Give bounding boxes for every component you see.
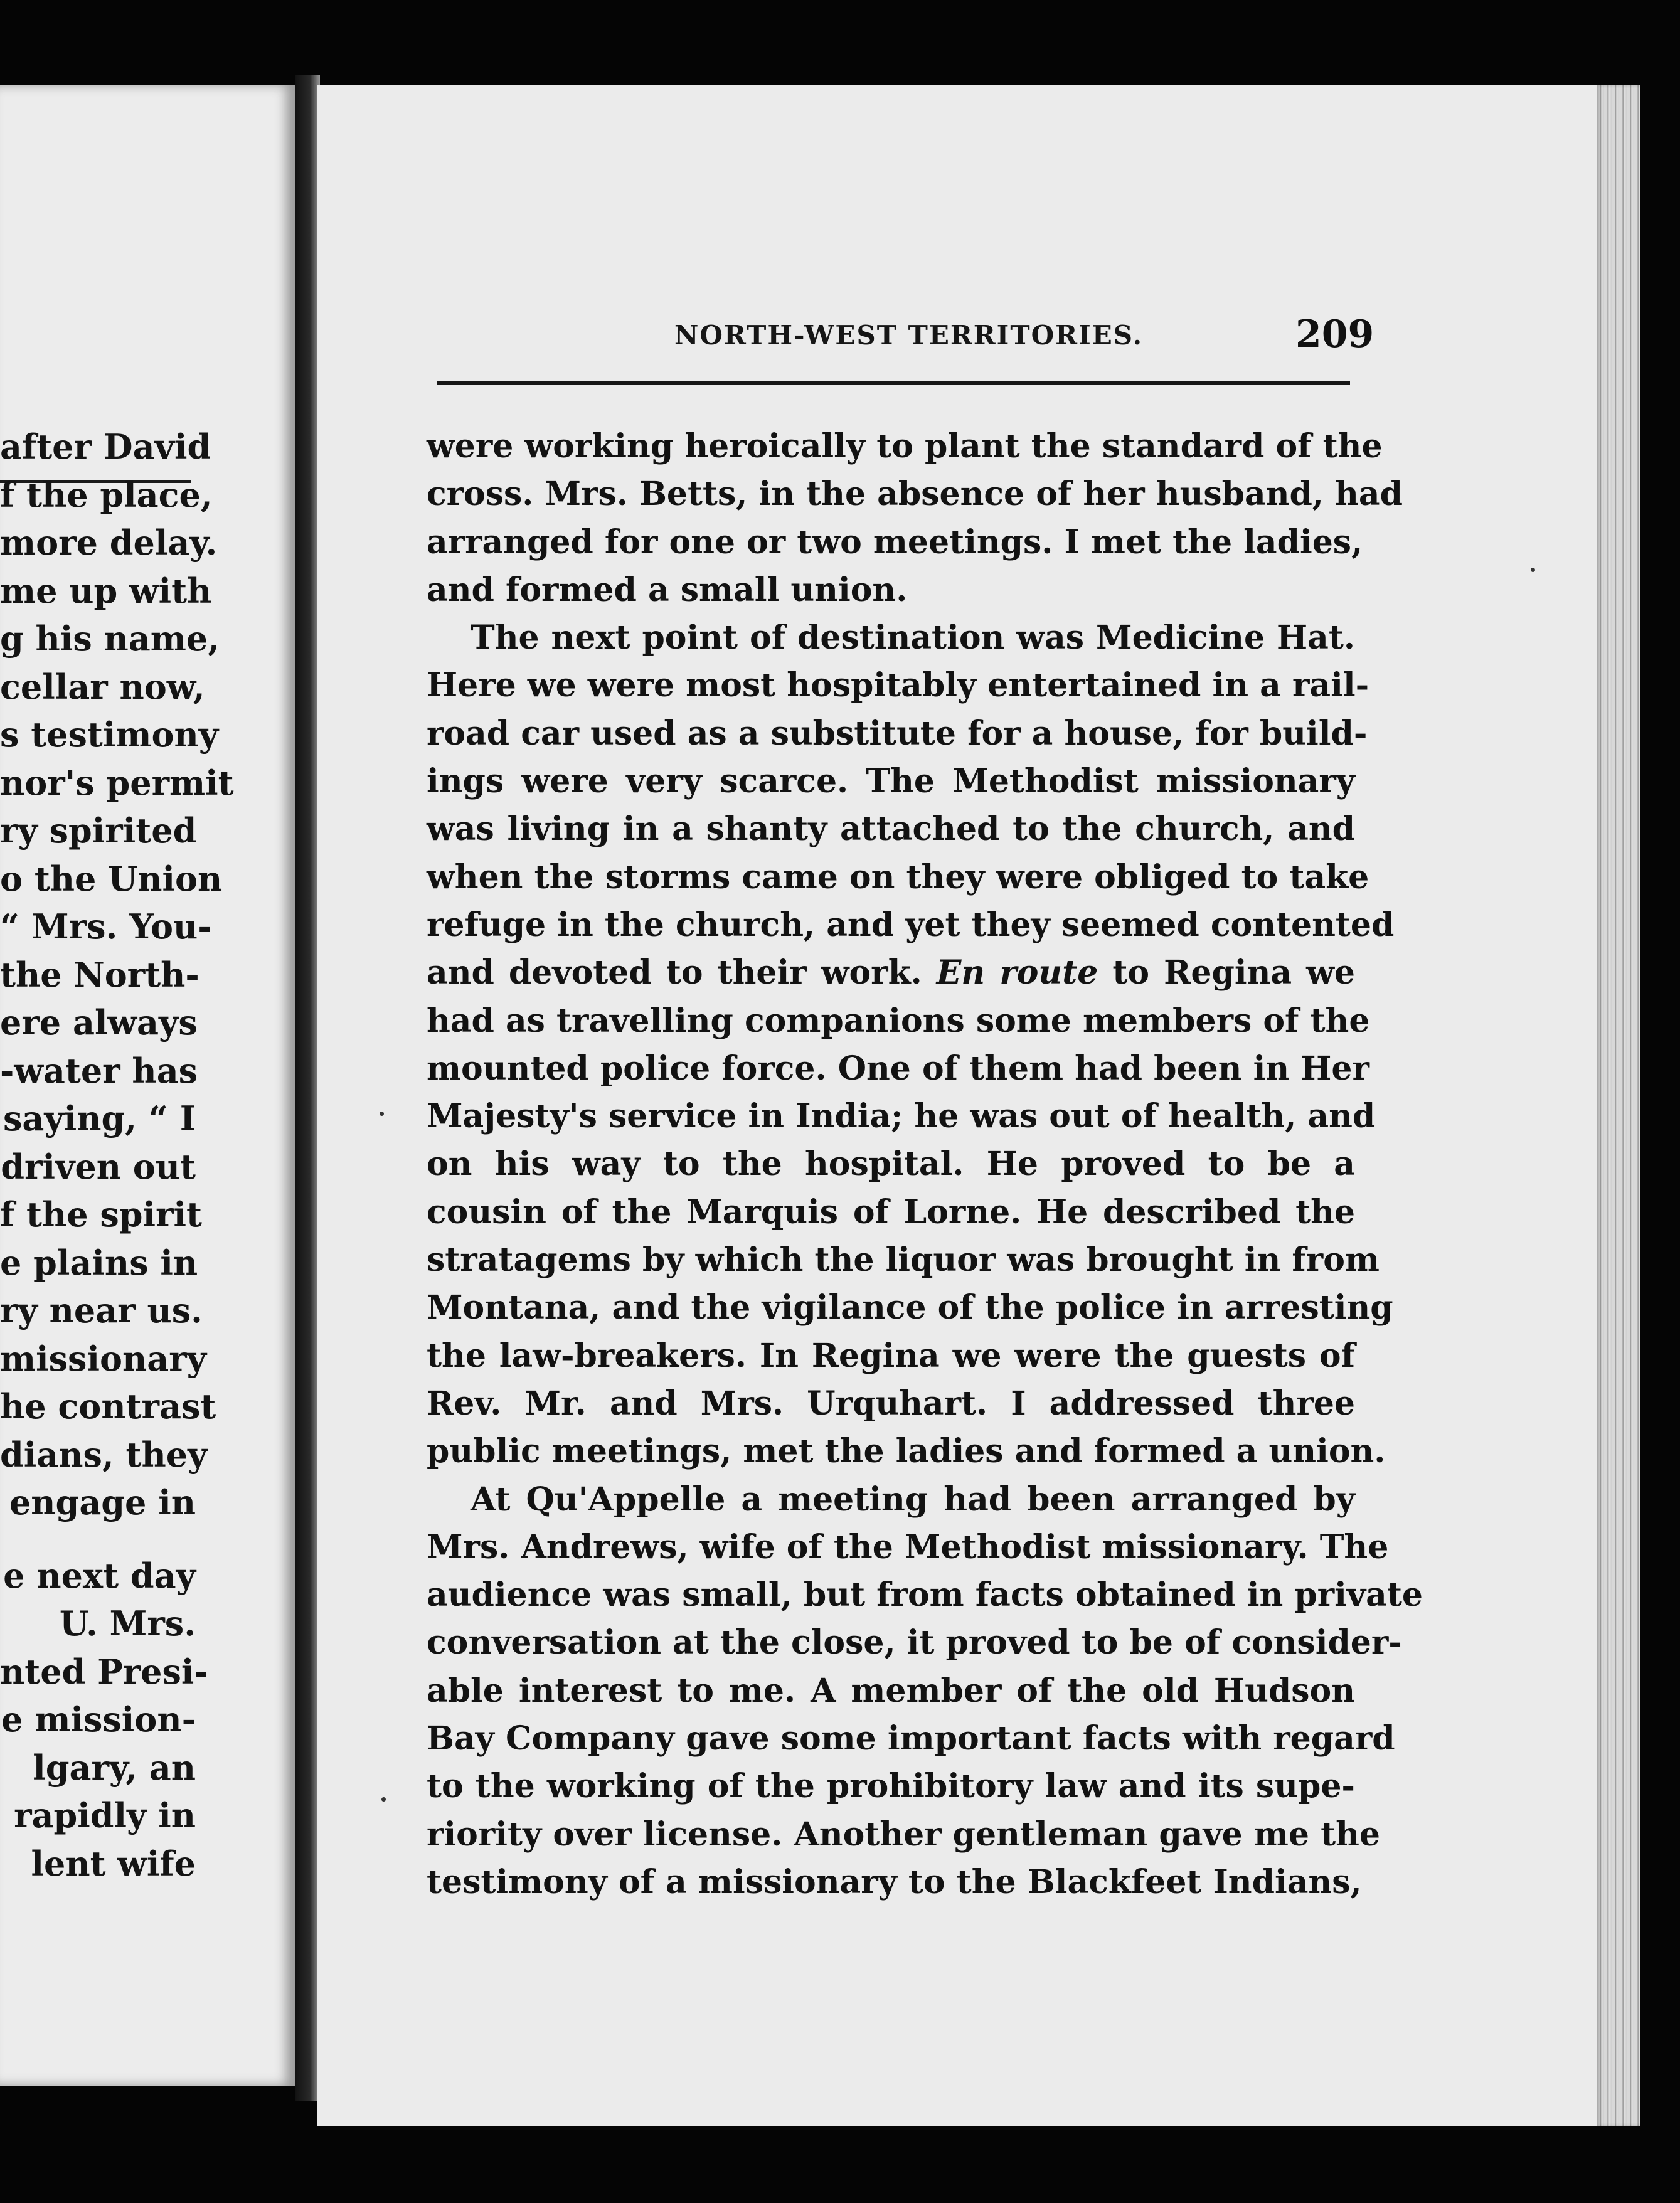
body-text <box>427 423 1423 1906</box>
left-line: rapidly in <box>14 1795 196 1835</box>
left-line: e mission- <box>1 1699 196 1739</box>
page-number: 209 <box>1295 312 1374 356</box>
left-line: e plains in <box>0 1242 198 1283</box>
text-line: were working heroically to plant the standard of the <box>427 427 1383 465</box>
left-line: s testimony <box>0 714 219 755</box>
left-line: ere always <box>0 1002 198 1043</box>
text-line: cousin of the Marquis of Lorne. He described the <box>427 1192 1355 1231</box>
page-gutter-shadow <box>295 75 320 2101</box>
scan-speck <box>1531 568 1535 572</box>
left-line: “ Mrs. You- <box>0 906 212 947</box>
text-line: the law-breakers. In Regina we were the guests of <box>427 1336 1355 1375</box>
text-line: cross. Mrs. Betts, in the absence of her husband, had <box>427 475 1403 514</box>
text-line: when the storms came on they were obliged to take <box>427 857 1369 896</box>
left-line: he contrast <box>0 1386 216 1426</box>
scan-speck <box>380 1112 384 1116</box>
left-line: lgary, an <box>33 1747 196 1788</box>
text-line: able interest to me. A member of the old Hudson <box>427 1671 1355 1710</box>
head-rule <box>437 381 1350 385</box>
text-line: had as travelling companions some members of the <box>427 1001 1370 1040</box>
left-line: ry spirited <box>0 810 197 851</box>
left-page-text <box>0 423 234 1887</box>
text-line: riority over license. Another gentleman gave me the <box>427 1815 1380 1854</box>
italic-phrase: En route <box>936 953 1098 992</box>
left-line: e next day <box>3 1555 196 1596</box>
left-line: missionary <box>0 1338 207 1379</box>
text-line: to the working of the prohibitory law and its supe- <box>427 1767 1355 1806</box>
text-line: Here we were most hospitably entertained in a rail- <box>427 666 1369 705</box>
text-line: conversation at the close, it proved to be of consider- <box>427 1623 1402 1662</box>
left-line: U. Mrs. <box>59 1603 196 1643</box>
text-line: Majesty's service in India; he was out of health, and <box>427 1097 1376 1136</box>
left-line: after David <box>0 427 211 467</box>
text-line: mounted police force. One of them had been in Her <box>427 1049 1369 1088</box>
left-line: more delay. <box>0 523 218 563</box>
left-line: nor's permit <box>0 762 234 803</box>
left-line: engage in <box>9 1482 196 1522</box>
text-line: and devoted to their work. En route to Regina we <box>427 953 1356 992</box>
left-line: f the place, <box>0 474 213 515</box>
left-line: f the spirit <box>0 1194 202 1234</box>
text-line: and formed a small union. <box>427 570 908 609</box>
text-line: testimony of a missionary to the Blackfeet Indians, <box>427 1862 1362 1901</box>
page-edges <box>1597 85 1640 2126</box>
left-line: o the Union <box>0 858 223 899</box>
text-line: refuge in the church, and yet they seemed contented <box>427 905 1395 944</box>
left-line: lent wife <box>31 1843 196 1884</box>
text-line: ings were very scarce. The Methodist missionary <box>427 762 1355 801</box>
text-line: public meetings, met the ladies and formed a union. <box>427 1432 1386 1471</box>
text-line: on his way to the hospital. He proved to be a <box>427 1145 1355 1184</box>
left-line: saying, “ I <box>3 1098 196 1139</box>
text-line: audience was small, but from facts obtained in private <box>427 1576 1423 1615</box>
text-line: The next point of destination was Medicine Hat. <box>471 618 1355 657</box>
text-line: Montana, and the vigilance of the police in arresting <box>427 1288 1393 1327</box>
left-line: me up with <box>0 570 212 611</box>
left-line: -water has <box>0 1050 198 1091</box>
left-line: g his name, <box>0 618 220 659</box>
text-line: arranged for one or two meetings. I met the ladies, <box>427 523 1363 561</box>
running-head: NORTH-WEST TERRITORIES. <box>674 320 1144 351</box>
scan-speck <box>381 1797 386 1802</box>
text-line: Bay Company gave some important facts with regard <box>427 1719 1395 1758</box>
text-line: Rev. Mr. and Mrs. Urquhart. I addressed three <box>427 1384 1355 1423</box>
left-line: dians, they <box>0 1434 208 1475</box>
text-line: Mrs. Andrews, wife of the Methodist missionary. The <box>427 1527 1389 1566</box>
left-line: cellar now, <box>0 666 205 707</box>
left-line: the North- <box>0 954 199 995</box>
left-line: driven out <box>1 1146 196 1187</box>
text-line: At Qu'Appelle a meeting had been arranged by <box>471 1480 1355 1519</box>
text-line: stratagems by which the liquor was brought in from <box>427 1241 1380 1280</box>
text-line: road car used as a substitute for a house, for build- <box>427 714 1368 753</box>
text-line: was living in a shanty attached to the church, and <box>427 810 1355 849</box>
left-line: nted Presi- <box>0 1651 208 1692</box>
left-line: ry near us. <box>0 1290 203 1330</box>
